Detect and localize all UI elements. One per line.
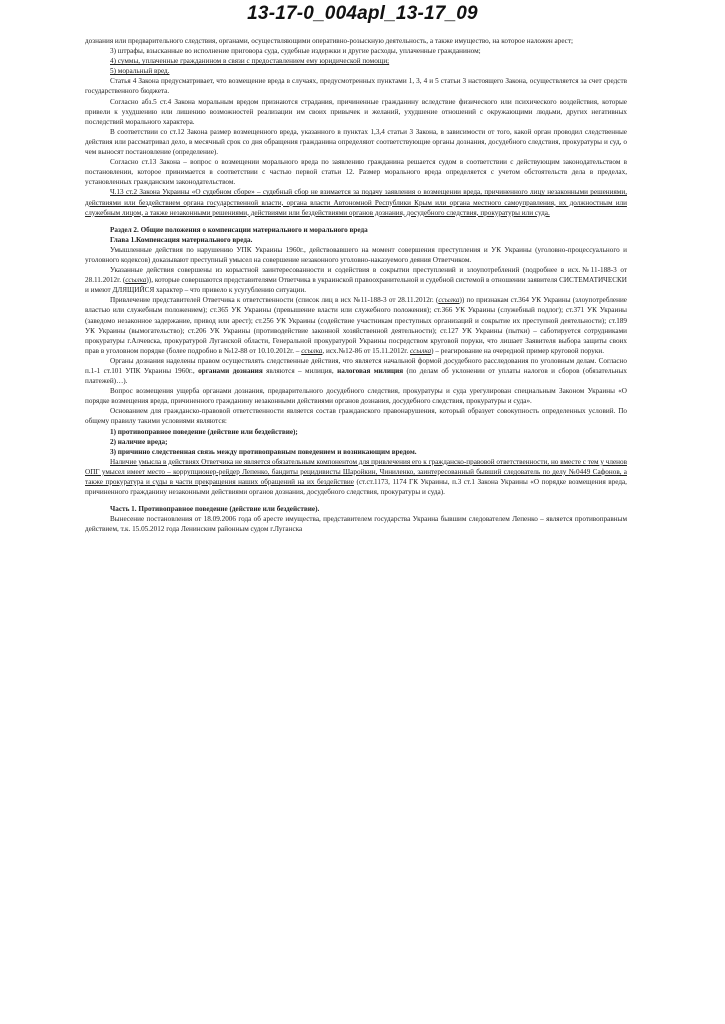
bold-term: налоговая милиция	[337, 367, 404, 375]
paragraph	[85, 457, 627, 497]
condition-item: 2) наличие вреда;	[110, 437, 168, 446]
paragraph: Согласно ст.13 Закона – вопрос о возмещении морального вреда по заявлению гражданина решается судом в соответствии с действующим законодательством в постановлении, которое принимается в соответствии с частью первой статьи 12. Размер морального вреда определяется с учетом обстоятельств дела в пределах, установленных гражданским законодательством.	[85, 158, 627, 187]
text-run: , исх.№12-86 от 15.11.2012г.	[322, 346, 410, 355]
part-heading: Часть 1. Противоправное поведение (действие или бездействие).	[110, 505, 320, 514]
document-title: 13-17-0_004apl_13-17_09	[247, 3, 478, 24]
paragraph: 3) штрафы, взысканные во исполнение приговора суда, судебные издержки и другие расходы, уплаченные гражданином;	[110, 47, 481, 56]
paragraph	[85, 356, 627, 386]
text-run: Привлечение представителей Ответчика к ответственности (список лиц в исх №11-188-3 от 28.11.2012г. (	[110, 296, 439, 305]
bold-term: органами дознания	[198, 367, 263, 375]
document-link[interactable]: ссылка	[301, 346, 323, 355]
section-heading: Раздел 2. Общие положения о компенсации материального и морального вреда	[110, 225, 368, 234]
paragraph: дознания или предварительного следствия, органами, осуществляющими оперативно-розыскную деятельность, а также имущество, на которое наложен арест;	[85, 37, 574, 45]
text-run: Органы дознания наделены правом осуществлять следственные действия, что является начальной формой досудебного расследования по уголовным делам. Согласно п.1-1 ст.101 УПК Украины 1960г.,	[85, 356, 627, 375]
text-run: (ст.ст.1173, 1174 ГК Украины, п.3 ст.1 Закона Украины «О порядке возмещения вреда, причиненного гражданину незаконными действиями органов дознания, досудебного следствия, прокуратуры и суда).	[85, 478, 627, 497]
paragraph	[85, 295, 627, 356]
paragraph: В соответствии со ст.12 Закона размер возмещенного вреда, указанного в пунктах 1,3,4 статьи 3 Закона, в зависимости от того, какой орган проводил следственные действия или рассматривал дело, в месячный срок со дня обращения гражданина определяют соответствующие органы дознания, досудебного следствия, прокуратуры и суд, о чем выносят постановление (определение).	[85, 127, 627, 157]
condition-item: 3) причинно следственная связь между противоправным поведением и возникающим вредом.	[110, 447, 417, 456]
paragraph: Основанием для гражданско-правовой ответственности является состав гражданского правонарушения, который образует совокупность определенных условий. По общему правилу такими условиями являются:	[85, 407, 627, 426]
condition-item: 1) противоправное поведение (действие или бездействие);	[110, 427, 298, 436]
paragraph: 4) суммы, уплаченные гражданином в связи с предоставлением ему юридической помощи;	[110, 57, 390, 66]
text-run: ) – реагирование на очередной пример круговой поруки.	[431, 346, 605, 355]
document-link[interactable]: ссылка	[438, 296, 460, 305]
text-run: )), которые совершаются представителями Ответчика в украинской правоохранительной и судебной системой в отношении заявителя СИСТЕМАТИЧЕСКИ и имеют ДЛЯЩИЙСЯ характер – что привело к усугублению ситуации.	[85, 276, 627, 295]
chapter-heading: Глава 1.Компенсация материального вреда.	[110, 235, 253, 244]
paragraph: Согласно абз.5 ст.4 Закона моральным вредом признаются страдания, причиненные гражданину вследствие физического или психического воздействия, которые привели к ухудшению или лишению возможностей реализации им своих привычек и желаний, ухудшение отношений с окружающими людьми, других негативных последствий морального характера.	[85, 97, 627, 126]
paragraph: Вынесение постановления от 18.09.2006 года об аресте имущества, представителем государства Украина бывшим следователем Лепенко – является противоправным действием, т.к. 15.05.2012 года Ленинским районным судом г.Луганска	[85, 515, 627, 534]
text-run: являются – милиция,	[262, 367, 338, 375]
text-run: Указанные действия совершены из корыстной заинтересованности и содействия в сокрытии преступлений и злоупотреблений (подробнее в исх.№11-188-3 от 28.11.2012г. (	[85, 266, 627, 285]
paragraph: Вопрос возмещения ущерба органами дознания, предварительного досудебного следствия, прокуратуры и суда урегулирован специальным Законом Украины «О порядке возмещения вреда, причиненного гражданину незаконными действиями органов дознания, досудебного следствия, прокуратуры и суда».	[85, 387, 627, 406]
paragraph: Умышленные действия по нарушению УПК Украины 1960г., действовавшего на момент совершения преступления и УК Украины (уголовно-процессуального и уголовного кодексов) доказывают преступный умысел на совершение незаконного уголовно-наказуемого деяния Ответчиком.	[85, 245, 627, 264]
document-link[interactable]: ссылка	[409, 346, 432, 355]
document-page	[85, 36, 627, 535]
document-link[interactable]: ссылка	[125, 276, 147, 285]
text-run: )) по признакам ст.364 УК Украины (злоупотребление властью или служебным положением); ст.365 УК Украины (превышение власти или служебного положения); ст.366 УК Украины (служебный подлог); ст.371 УК Украины (заведомо незаконное задержание, привод или арест); ст.256 УК Украины (содействие участникам преступных организаций и сокрытие их преступной деятельности); ст.189 УК Украины (вымогательство); ст.206 УК Украины (противодействие законной хозяйственной деятельности); ст.127 УК Украины (пытки) – саботируется сотрудниками прокуратуры г.Алчевска, прокуратурой Луганской области, Генеральной прокуратурой Украины посредством круговой поруки, что лишает Заявителя выбора защиты своих прав в уголовном порядке (более подробно в №12-88 от 10.10.2012г. –	[85, 296, 627, 355]
paragraph: Ч.13 ст.2 Закона Украины «О судебном сборе» – судебный сбор не взимается за подачу заявления о возмещении вреда, причиненного лицу незаконными решениями, действиями или бездействием органа государственной власти, органа власти Автономной Республики Крым или органа местного самоуправления, их должностным или служебным лицом, а также незаконными решениями, действиями или бездействиями органов дознания, досудебного следствия, прокуратуры или суда.	[85, 188, 627, 217]
text-run: Наличие умысла в действиях Ответчика не является обязательным компонентом для привлечения его к гражданско-правовой ответственности, но вместе с тем у членов ОПГ умысел имеет место – коррупционер-рейдер Лепенко, бандиты рецидивисты Шаройкин, Чиниленко, заинтересованный бывший следователь по делу №0449 Сафонов, а также прокуратура и суды в части прекращения наших обращений на их бездействие	[85, 457, 627, 487]
paragraph	[85, 265, 627, 295]
paragraph: Статья 4 Закона предусматривает, что возмещение вреда в случаях, предусмотренных пунктами 1, 3, 4 и 5 статьи 3 настоящего Закона, осуществляется за счет средств государственного бюджета.	[85, 77, 627, 96]
paragraph: 5) моральный вред.	[110, 67, 170, 76]
text-run: (по делам об уклонении от уплаты налогов и сборов (обязательных платежей)…).	[85, 367, 628, 386]
